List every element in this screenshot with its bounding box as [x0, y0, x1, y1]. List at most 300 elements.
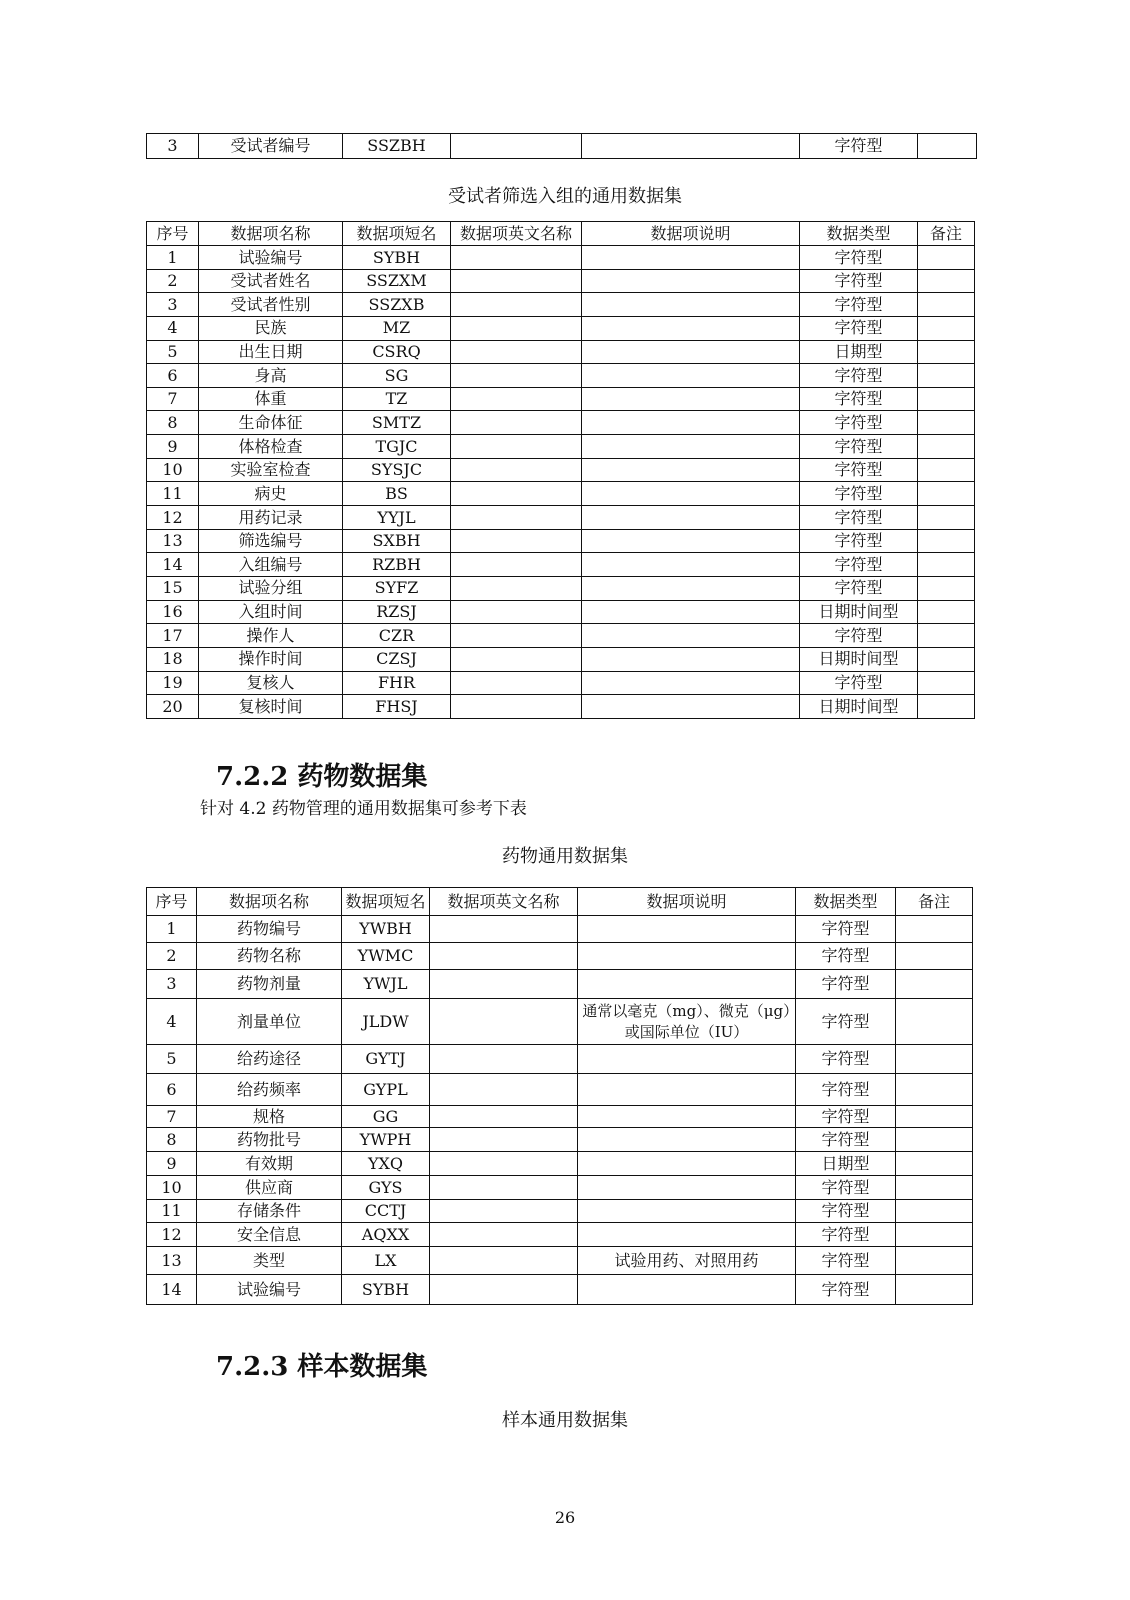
table-cell: 字符型: [796, 1200, 896, 1223]
table-row: [147, 293, 975, 317]
table-cell: [582, 269, 800, 293]
table-cell: 试验编号: [197, 1275, 342, 1305]
table-cell: 数据项短名: [342, 888, 430, 916]
table-cell: 药物批号: [197, 1128, 342, 1152]
table-cell: [451, 458, 582, 482]
table-cell: 体重: [199, 387, 343, 411]
table-cell: 规格: [197, 1106, 342, 1128]
table-cell: 17: [147, 624, 199, 648]
table-cell: [918, 411, 975, 435]
table-row: [147, 529, 975, 553]
table-cell: [582, 246, 800, 270]
table-cell: [918, 482, 975, 506]
table-cell: 入组时间: [199, 600, 343, 624]
table-cell: 6: [147, 1074, 197, 1106]
table-row: [147, 576, 975, 600]
table-cell: [451, 134, 582, 159]
table-cell: 字符型: [796, 999, 896, 1045]
table-cell: [582, 134, 800, 159]
table-cell: [582, 458, 800, 482]
table-cell: [582, 316, 800, 340]
table-cell: [582, 671, 800, 695]
table-cell: 8: [147, 1128, 197, 1152]
table-cell: 数据项英文名称: [430, 888, 578, 916]
table-row: [147, 999, 973, 1045]
table-cell: [430, 1223, 578, 1247]
table-cell: [918, 624, 975, 648]
table-cell: 字符型: [800, 553, 918, 577]
table-cell: 试验用药、对照用药: [578, 1247, 796, 1275]
table-cell: [430, 1128, 578, 1152]
table-cell: 6: [147, 364, 199, 388]
table-cell: TGJC: [343, 435, 451, 459]
table-cell: [451, 340, 582, 364]
table-cell: [918, 671, 975, 695]
table-cell: 操作人: [199, 624, 343, 648]
table-row: [147, 600, 975, 624]
table-cell: LX: [342, 1247, 430, 1275]
table-cell: [578, 1152, 796, 1176]
table-cell: [918, 387, 975, 411]
table-cell: [918, 435, 975, 459]
table-cell: 字符型: [800, 293, 918, 317]
table-cell: 数据项说明: [578, 888, 796, 916]
table-cell: [918, 600, 975, 624]
table-cell: [896, 1200, 973, 1223]
table-cell: [451, 695, 582, 719]
table-cell: [896, 1176, 973, 1200]
table-cell: [896, 1275, 973, 1305]
table-cell: 字符型: [796, 1074, 896, 1106]
table-cell: 3: [147, 134, 199, 159]
table-cell: [896, 970, 973, 999]
table-cell: [578, 1176, 796, 1200]
table-cell: [582, 340, 800, 364]
table-cell: SSZBH: [343, 134, 451, 159]
table-cell: [918, 576, 975, 600]
table-cell: 字符型: [800, 134, 918, 159]
table-cell: [451, 529, 582, 553]
table-cell: [896, 1128, 973, 1152]
table-row: [147, 916, 973, 943]
table-cell: 8: [147, 411, 199, 435]
table-cell: [582, 506, 800, 530]
table-cell: 19: [147, 671, 199, 695]
table-cell: [578, 1106, 796, 1128]
table-cell: [918, 553, 975, 577]
table-cell: [451, 600, 582, 624]
table-cell: [451, 364, 582, 388]
table-cell: [918, 506, 975, 530]
table-cell: 字符型: [800, 576, 918, 600]
table-cell: [451, 506, 582, 530]
table-cell: [451, 411, 582, 435]
table-cell: [451, 269, 582, 293]
table-cell: 字符型: [800, 364, 918, 388]
table-cell: 14: [147, 1275, 197, 1305]
table-cell: [451, 387, 582, 411]
table-cell: [430, 970, 578, 999]
table-cell: 字符型: [796, 1223, 896, 1247]
table-cell: 7: [147, 1106, 197, 1128]
table-cell: 数据项英文名称: [451, 222, 582, 246]
table-cell: YWJL: [342, 970, 430, 999]
table-cell: 20: [147, 695, 199, 719]
table-cell: [918, 316, 975, 340]
table-cell: 安全信息: [197, 1223, 342, 1247]
table-cell: [578, 943, 796, 970]
table-cell: 13: [147, 529, 199, 553]
table-cell: [430, 1247, 578, 1275]
table-cell: 10: [147, 1176, 197, 1200]
table-cell: FHSJ: [343, 695, 451, 719]
table-cell: 字符型: [800, 671, 918, 695]
table-cell: [451, 647, 582, 671]
table-cell: 16: [147, 600, 199, 624]
table-cell: 数据类型: [796, 888, 896, 916]
table-cell: 字符型: [796, 1275, 896, 1305]
table-row: [147, 482, 975, 506]
table-cell: [430, 1200, 578, 1223]
table-cell: 存储条件: [197, 1200, 342, 1223]
table-cell: 12: [147, 1223, 197, 1247]
table3-caption: 样本通用数据集: [502, 1410, 628, 1431]
table-cell: [896, 916, 973, 943]
table-cell: [578, 1128, 796, 1152]
top-continuation-table: [146, 133, 977, 159]
table-cell: [582, 553, 800, 577]
table-row: [147, 1200, 973, 1223]
table-cell: GG: [342, 1106, 430, 1128]
table-cell: [896, 1074, 973, 1106]
table-cell: 受试者性别: [199, 293, 343, 317]
table-cell: [451, 316, 582, 340]
table-cell: 日期时间型: [800, 600, 918, 624]
table-cell: [896, 1223, 973, 1247]
table-cell: 字符型: [796, 1176, 896, 1200]
table-cell: 生命体征: [199, 411, 343, 435]
table-cell: 9: [147, 435, 199, 459]
table-cell: [918, 364, 975, 388]
table-cell: 有效期: [197, 1152, 342, 1176]
table-cell: 4: [147, 999, 197, 1045]
table-cell: [918, 134, 977, 159]
table1-caption: 受试者筛选入组的通用数据集: [448, 186, 682, 207]
table-cell: GYPL: [342, 1074, 430, 1106]
table-cell: 14: [147, 553, 199, 577]
table-cell: [896, 1247, 973, 1275]
table-cell: [582, 647, 800, 671]
table-cell: 实验室检查: [199, 458, 343, 482]
table-cell: [578, 1074, 796, 1106]
table-cell: 日期型: [800, 340, 918, 364]
table-row: [147, 671, 975, 695]
table-cell: [582, 364, 800, 388]
table-cell: 复核人: [199, 671, 343, 695]
table-cell: 药物剂量: [197, 970, 342, 999]
table-row: [147, 553, 975, 577]
table-cell: [918, 269, 975, 293]
drug-dataset-table: [146, 887, 973, 1305]
table-cell: 日期型: [796, 1152, 896, 1176]
page-number: 26: [554, 1508, 576, 1527]
table-row: [147, 364, 975, 388]
table-cell: 用药记录: [199, 506, 343, 530]
table-cell: [582, 529, 800, 553]
table-header-row: [147, 888, 973, 916]
table-cell: [896, 1152, 973, 1176]
table-cell: [451, 553, 582, 577]
table-cell: 受试者编号: [199, 134, 343, 159]
table-row: [147, 134, 977, 159]
table-cell: [582, 482, 800, 506]
table-row: [147, 387, 975, 411]
table-cell: 日期时间型: [800, 647, 918, 671]
table-cell: YWBH: [342, 916, 430, 943]
table-cell: 5: [147, 340, 199, 364]
table-cell: 出生日期: [199, 340, 343, 364]
table-cell: [918, 458, 975, 482]
table-cell: SMTZ: [343, 411, 451, 435]
table-cell: [918, 647, 975, 671]
table-row: [147, 1106, 973, 1128]
table-cell: [582, 576, 800, 600]
table-cell: [918, 529, 975, 553]
table-cell: 字符型: [800, 482, 918, 506]
table-cell: [430, 1152, 578, 1176]
table-row: [147, 435, 975, 459]
table-row: [147, 1176, 973, 1200]
table-cell: [430, 1074, 578, 1106]
table-cell: [430, 999, 578, 1045]
table-cell: [451, 482, 582, 506]
table-cell: CZR: [343, 624, 451, 648]
table-cell: MZ: [343, 316, 451, 340]
table-cell: [578, 916, 796, 943]
table-cell: 4: [147, 316, 199, 340]
table-cell: YYJL: [343, 506, 451, 530]
table-row: [147, 411, 975, 435]
table-cell: 5: [147, 1045, 197, 1074]
table-cell: 操作时间: [199, 647, 343, 671]
table-row: [147, 1045, 973, 1074]
table-cell: 数据项名称: [197, 888, 342, 916]
table-row: [147, 506, 975, 530]
table-cell: 10: [147, 458, 199, 482]
table-cell: [918, 293, 975, 317]
table-cell: [451, 624, 582, 648]
table-cell: [451, 435, 582, 459]
table-cell: [451, 293, 582, 317]
table-cell: YWMC: [342, 943, 430, 970]
table-cell: 序号: [147, 888, 197, 916]
table-cell: JLDW: [342, 999, 430, 1045]
table-cell: SSZXB: [343, 293, 451, 317]
table-row: [147, 970, 973, 999]
table-cell: [582, 624, 800, 648]
table-cell: SXBH: [343, 529, 451, 553]
table-cell: [582, 411, 800, 435]
table-cell: 1: [147, 916, 197, 943]
table-cell: 试验分组: [199, 576, 343, 600]
table-cell: YXQ: [342, 1152, 430, 1176]
table-cell: TZ: [343, 387, 451, 411]
table-cell: FHR: [343, 671, 451, 695]
table-cell: 病史: [199, 482, 343, 506]
table-cell: 字符型: [796, 1045, 896, 1074]
table-cell: CCTJ: [342, 1200, 430, 1223]
table-cell: 筛选编号: [199, 529, 343, 553]
table-cell: 序号: [147, 222, 199, 246]
table-row: [147, 624, 975, 648]
table-cell: 数据项说明: [582, 222, 800, 246]
table-row: [147, 695, 975, 719]
table-row: [147, 1074, 973, 1106]
table-row: [147, 1223, 973, 1247]
screening-dataset-table: [146, 221, 975, 719]
table-cell: 给药频率: [197, 1074, 342, 1106]
table-cell: 13: [147, 1247, 197, 1275]
table-cell: [430, 943, 578, 970]
table-cell: [918, 340, 975, 364]
table-cell: 类型: [197, 1247, 342, 1275]
table-cell: SYBH: [343, 246, 451, 270]
table-cell: BS: [343, 482, 451, 506]
table-cell: 字符型: [800, 387, 918, 411]
table-cell: 1: [147, 246, 199, 270]
table-cell: SSZXM: [343, 269, 451, 293]
table-cell: [896, 943, 973, 970]
table-cell: 复核时间: [199, 695, 343, 719]
table-cell: 字符型: [796, 970, 896, 999]
table-cell: SYSJC: [343, 458, 451, 482]
table-cell: [582, 435, 800, 459]
table-cell: RZSJ: [343, 600, 451, 624]
table-cell: AQXX: [342, 1223, 430, 1247]
table-cell: [896, 1106, 973, 1128]
table-cell: [582, 387, 800, 411]
table-cell: [582, 600, 800, 624]
table-cell: 11: [147, 1200, 197, 1223]
table-cell: 字符型: [800, 246, 918, 270]
table-row: [147, 340, 975, 364]
table-cell: 3: [147, 293, 199, 317]
table-cell: [578, 1275, 796, 1305]
table-cell: [578, 1045, 796, 1074]
table-cell: 通常以毫克（mg）、微克（μg）或国际单位（IU）: [578, 999, 796, 1045]
table-cell: 字符型: [796, 1128, 896, 1152]
table-cell: 药物编号: [197, 916, 342, 943]
table-cell: 2: [147, 269, 199, 293]
section-heading-7-2-3: 7.2.3 样本数据集: [216, 1352, 428, 1382]
table-cell: 民族: [199, 316, 343, 340]
section-paragraph-7-2-2: 针对 4.2 药物管理的通用数据集可参考下表: [200, 799, 527, 819]
table-cell: [430, 1106, 578, 1128]
table-row: [147, 246, 975, 270]
table-cell: 11: [147, 482, 199, 506]
table-cell: 9: [147, 1152, 197, 1176]
table-cell: 备注: [918, 222, 975, 246]
table-cell: 3: [147, 970, 197, 999]
table-cell: 药物名称: [197, 943, 342, 970]
table-row: [147, 1128, 973, 1152]
table-cell: 字符型: [796, 1106, 896, 1128]
table-cell: 18: [147, 647, 199, 671]
table-cell: 字符型: [800, 458, 918, 482]
table-cell: [582, 293, 800, 317]
table-cell: [918, 695, 975, 719]
table-cell: [896, 1045, 973, 1074]
table-cell: 字符型: [800, 506, 918, 530]
table-cell: RZBH: [343, 553, 451, 577]
table-row: [147, 1247, 973, 1275]
table-cell: [451, 246, 582, 270]
table-cell: 试验编号: [199, 246, 343, 270]
table-cell: SG: [343, 364, 451, 388]
table-cell: [578, 970, 796, 999]
table-cell: SYFZ: [343, 576, 451, 600]
table-header-row: [147, 222, 975, 246]
table-cell: 12: [147, 506, 199, 530]
table-cell: [430, 1275, 578, 1305]
table-cell: 数据项短名: [343, 222, 451, 246]
table-row: [147, 316, 975, 340]
table-cell: [451, 576, 582, 600]
table-cell: 字符型: [800, 411, 918, 435]
table-cell: [430, 1045, 578, 1074]
table-row: [147, 943, 973, 970]
table-cell: 字符型: [796, 943, 896, 970]
table-cell: [582, 695, 800, 719]
table-row: [147, 269, 975, 293]
table-row: [147, 647, 975, 671]
table-row: [147, 1275, 973, 1305]
table-cell: 字符型: [800, 529, 918, 553]
table-cell: GYTJ: [342, 1045, 430, 1074]
table-cell: GYS: [342, 1176, 430, 1200]
table-cell: YWPH: [342, 1128, 430, 1152]
table-cell: 剂量单位: [197, 999, 342, 1045]
table-cell: 字符型: [796, 1247, 896, 1275]
table-cell: [578, 1223, 796, 1247]
table-cell: [578, 1200, 796, 1223]
table-cell: 字符型: [800, 624, 918, 648]
table-row: [147, 458, 975, 482]
table-cell: 字符型: [796, 916, 896, 943]
table-cell: 身高: [199, 364, 343, 388]
table-cell: [918, 246, 975, 270]
table-cell: 字符型: [800, 316, 918, 340]
table-cell: SYBH: [342, 1275, 430, 1305]
table-cell: 备注: [896, 888, 973, 916]
table-cell: [896, 999, 973, 1045]
table-cell: 入组编号: [199, 553, 343, 577]
table-cell: 数据类型: [800, 222, 918, 246]
table-row: [147, 1152, 973, 1176]
table-cell: 给药途径: [197, 1045, 342, 1074]
table-cell: 体格检查: [199, 435, 343, 459]
table-cell: [430, 916, 578, 943]
table2-caption: 药物通用数据集: [502, 846, 628, 867]
table-cell: CZSJ: [343, 647, 451, 671]
table-cell: 日期时间型: [800, 695, 918, 719]
table-cell: 2: [147, 943, 197, 970]
table-cell: 受试者姓名: [199, 269, 343, 293]
table-cell: 字符型: [800, 435, 918, 459]
table-cell: 字符型: [800, 269, 918, 293]
table-cell: [451, 671, 582, 695]
table-cell: [430, 1176, 578, 1200]
